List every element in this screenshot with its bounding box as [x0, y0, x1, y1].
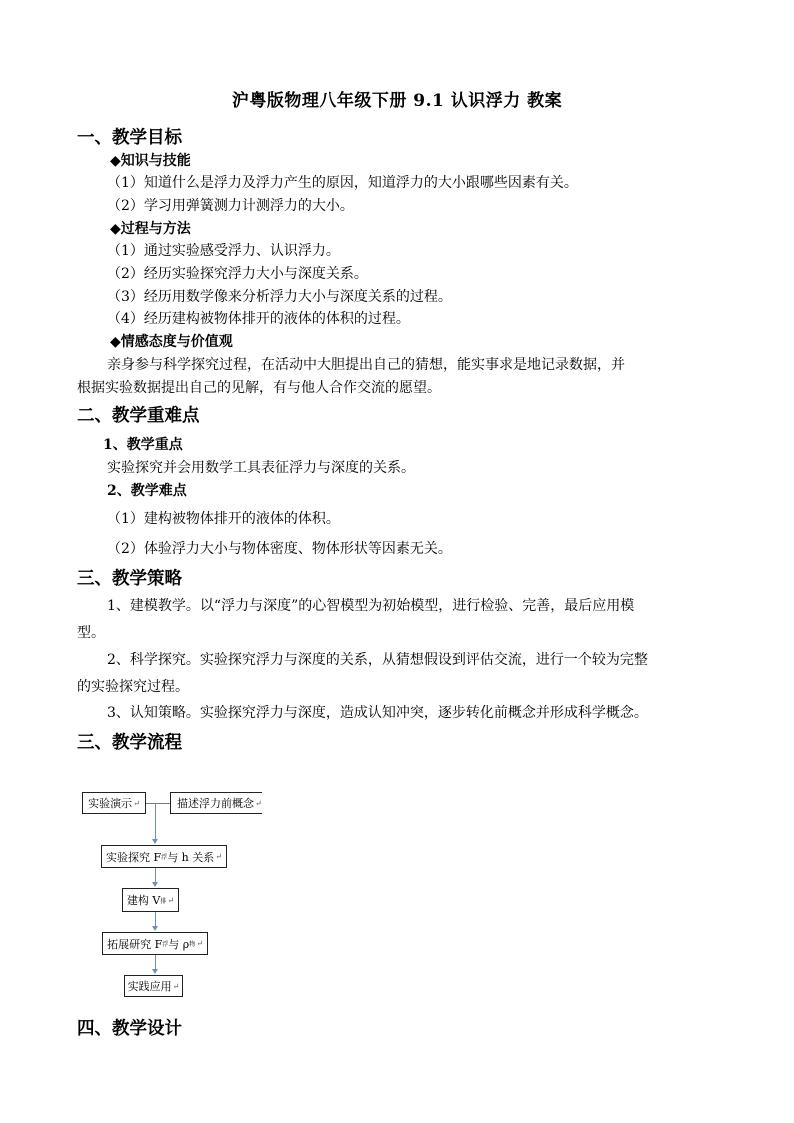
difficult-item-2: （2）体验浮力大小与物体密度、物体形状等因素无关。 — [107, 541, 452, 557]
flow-connector-3 — [155, 912, 156, 927]
arrow-down-icon — [152, 882, 158, 887]
flow-box-application: 实践应用 ↵ — [124, 975, 183, 997]
strategy-item-1-line1: 1、建模教学。以“浮力与深度”的心智模型为初始模型，进行检验、完善，最后应用模 — [107, 598, 635, 614]
strategy-item-1-line2: 型。 — [77, 625, 105, 641]
flow-box-extend-f-rho: 拓展研究 F 浮 与 ρ 物 ↵ — [102, 932, 208, 955]
section-heading-process-flow: 三、教学流程 — [77, 733, 182, 753]
arrow-down-icon — [152, 926, 158, 931]
return-mark-icon: ↵ — [133, 798, 140, 808]
return-mark-icon: ↵ — [167, 895, 175, 905]
flow-box-build-v: 建构 V 排 ↵ — [122, 888, 179, 912]
flow-box-preconcept: 描述浮力前概念 ↵ — [170, 792, 262, 814]
arrow-down-icon — [152, 969, 158, 974]
subheading-knowledge: ◆知识与技能 — [110, 153, 191, 169]
subheading-key: 1、教学重点 — [103, 437, 183, 453]
flow-box-explore-f-h: 实验探究 F 浮 与 h 关系 ↵ — [101, 845, 227, 868]
strategy-item-2-line1: 2、科学探究。实验探究浮力与深度的关系，从猜想假设到评估交流，进行一个较为完整 — [107, 652, 648, 668]
arrow-down-icon — [152, 839, 158, 844]
return-mark-icon: ↵ — [172, 981, 180, 991]
section-heading-objectives: 一、教学目标 — [77, 128, 182, 148]
knowledge-item-2: （2）学习用弹簧测力计测浮力的大小。 — [107, 198, 354, 214]
return-mark-icon: ↵ — [255, 798, 262, 808]
strategy-item-2-line2: 的实验探究过程。 — [77, 679, 189, 695]
section-heading-design: 四、教学设计 — [77, 1019, 182, 1039]
section-heading-key-points: 二、教学重难点 — [77, 406, 200, 426]
flow-connector-4 — [155, 955, 156, 970]
process-item-4: （4）经历建构被物体排开的液体的体积的过程。 — [107, 311, 410, 327]
difficult-item-1: （1）建构被物体排开的液体的体积。 — [107, 511, 340, 527]
return-mark-icon: ↵ — [196, 939, 203, 948]
emotion-text-line2: 根据实验数据提出自己的见解，有与他人合作交流的愿望。 — [77, 380, 441, 396]
knowledge-item-1: （1）知道什么是浮力及浮力产生的原因，知道浮力的大小跟哪些因素有关。 — [107, 175, 578, 191]
document-title: 沪粤版物理八年级下册 9.1 认识浮力 教案 — [231, 91, 563, 111]
emotion-text-line1: 亲身参与科学探究过程，在活动中大胆提出自己的猜想，能实事求是地记录数据，并 — [107, 357, 625, 373]
flow-box-demo: 实验演示 ↵ — [82, 792, 146, 814]
process-item-3: （3）经历用数学像来分析浮力大小与深度关系的过程。 — [107, 289, 452, 305]
flow-connector-horizontal — [146, 803, 170, 804]
subheading-process: ◆过程与方法 — [110, 221, 191, 237]
process-item-1: （1）通过实验感受浮力、认识浮力。 — [107, 243, 340, 259]
section-heading-strategy: 三、教学策略 — [77, 569, 182, 589]
subheading-emotion: ◆情感态度与价值观 — [110, 334, 233, 350]
key-text: 实验探究并会用数学工具表征浮力与深度的关系。 — [107, 460, 415, 476]
flow-connector-2 — [155, 868, 156, 883]
flow-connector-1 — [155, 803, 156, 840]
process-item-2: （2）经历实验探究浮力大小与深度关系。 — [107, 266, 368, 282]
subheading-difficult: 2、教学难点 — [107, 483, 187, 499]
return-mark-icon: ↵ — [215, 852, 222, 861]
strategy-item-3: 3、认知策略。实验探究浮力与深度，造成认知冲突，逐步转化前概念并形成科学概念。 — [107, 705, 648, 721]
